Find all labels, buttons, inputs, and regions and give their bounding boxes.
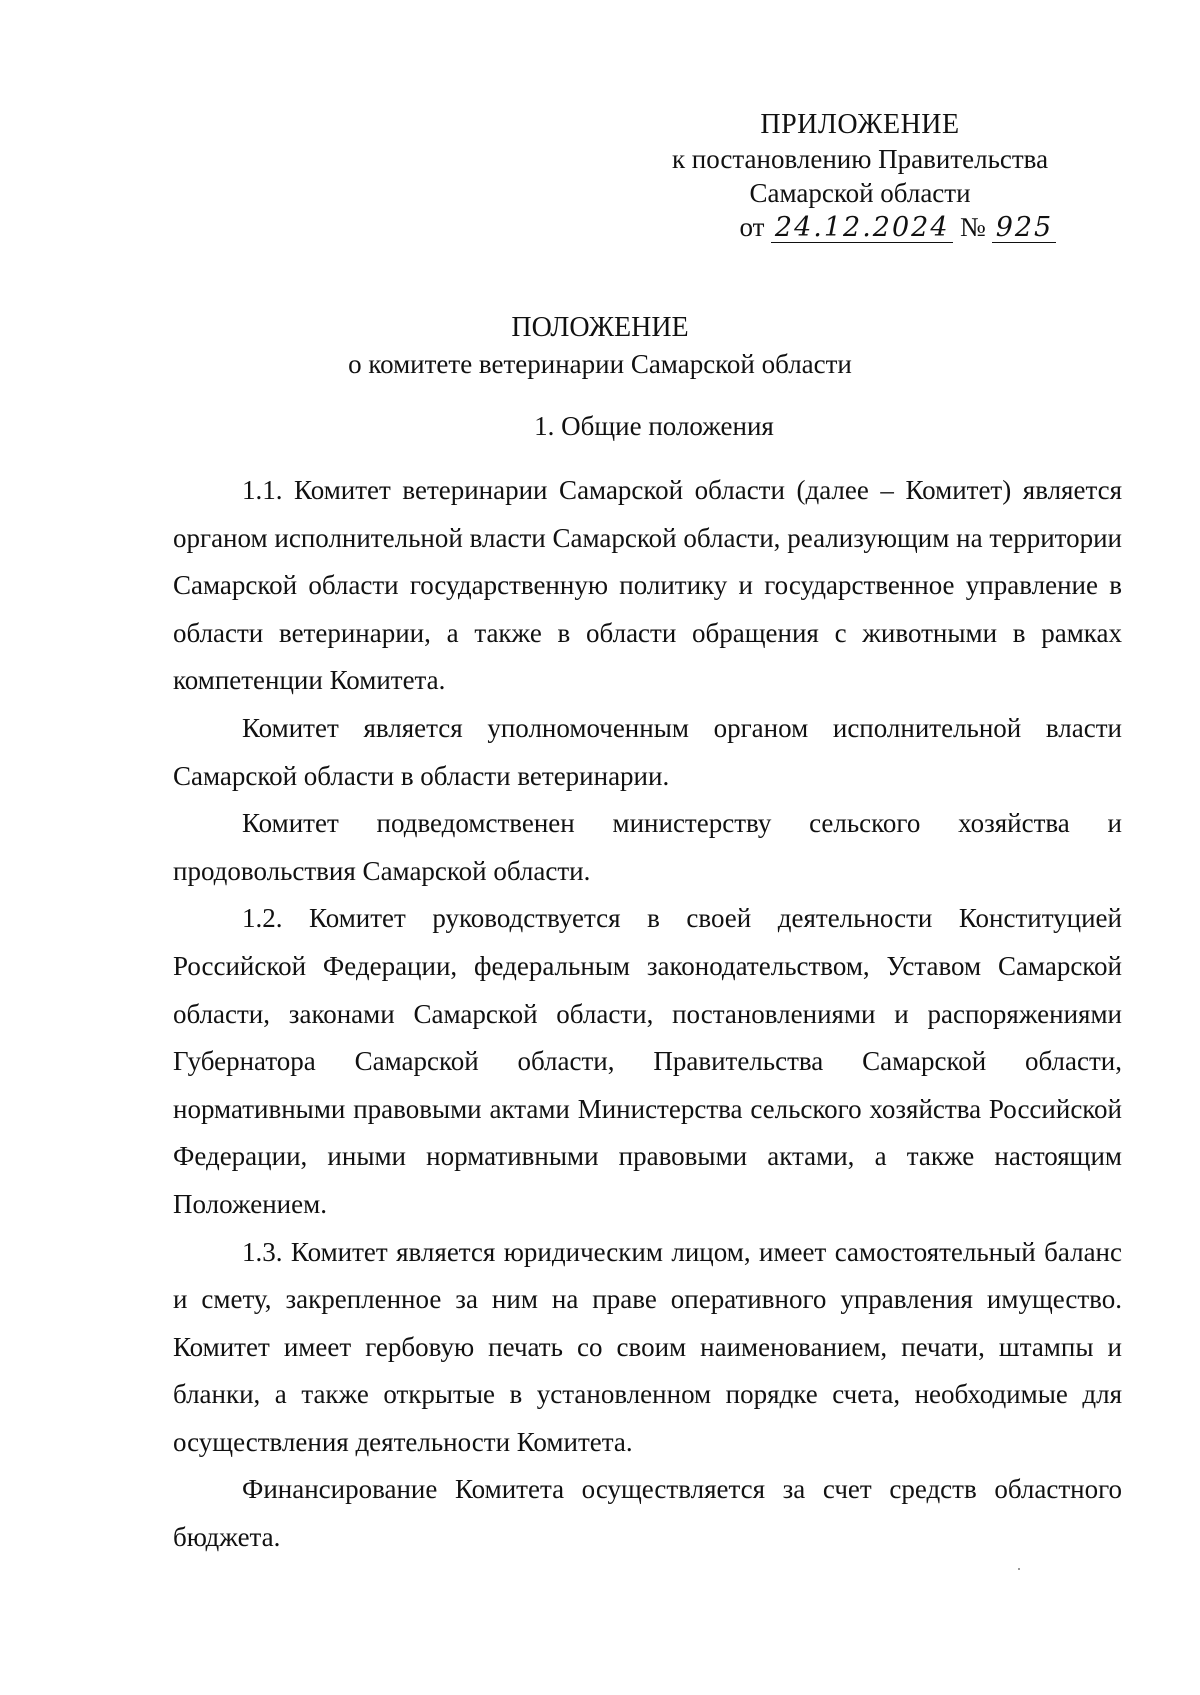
appendix-title: ПРИЛОЖЕНИЕ: [760, 109, 960, 140]
paragraph-subordination: Комитет подведомственен министерству сельского хозяйства и продовольствия Самарской области.: [173, 808, 1122, 886]
appendix-header: [600, 108, 1120, 244]
paragraph-1-3: 1.3. Комитет является юридическим лицом, имеет самостоятельный баланс и смету, закрепленное за ним на праве оперативного управления имущество. Комитет имеет гербовую печать со своим наименованием, печати, штампы и бланки, а также открытые в установленном порядке счета, необходимые для осуществления деятельности Комитета.: [173, 1236, 1122, 1457]
number-prefix: №: [959, 212, 986, 242]
paragraph-1-2: 1.2. Комитет руководствуется в своей деятельности Конституцией Российской Федерации, федеральным законодательством, Уставом Самарской области, законами Самарской области, постановлениями и распоряжениями Губернатора Самарской области, Правительства Самарской области, нормативными правовыми актами Министерства сельского хозяйства Российской Федерации, иными нормативными правовыми актами, а также настоящим Положением.: [173, 903, 1122, 1219]
section-heading: 1. Общие положения: [534, 411, 774, 441]
paragraph-authorized-body: Комитет является уполномоченным органом исполнительной власти Самарской области в области ветеринарии.: [173, 712, 1122, 791]
paragraph-financing: Финансирование Комитета осуществляется за счет средств областного бюджета.: [173, 1474, 1122, 1553]
scan-speck: [1018, 1568, 1020, 1570]
handwritten-number: 925: [992, 214, 1056, 243]
document-body: [173, 467, 1122, 1562]
appendix-line-1: к постановлению Правительства: [671, 144, 1049, 174]
document-title: ПОЛОЖЕНИЕ: [511, 312, 689, 343]
appendix-dateline: [638, 210, 1158, 244]
date-prefix: от: [739, 212, 765, 242]
document-subtitle: о комитете ветеринарии Самарской области: [348, 349, 852, 379]
paragraph-1-1: 1.1. Комитет ветеринарии Самарской области (далее – Комитет) является органом исполнительной власти Самарской области, реализующим на территории Самарской области государственную политику и государственное управление в области ветеринарии, а также в области обращения с животными в рамках компетенции Комитета.: [173, 475, 1122, 696]
handwritten-date: 24.12.2024: [771, 214, 953, 243]
appendix-line-2: Самарской области: [749, 178, 971, 208]
